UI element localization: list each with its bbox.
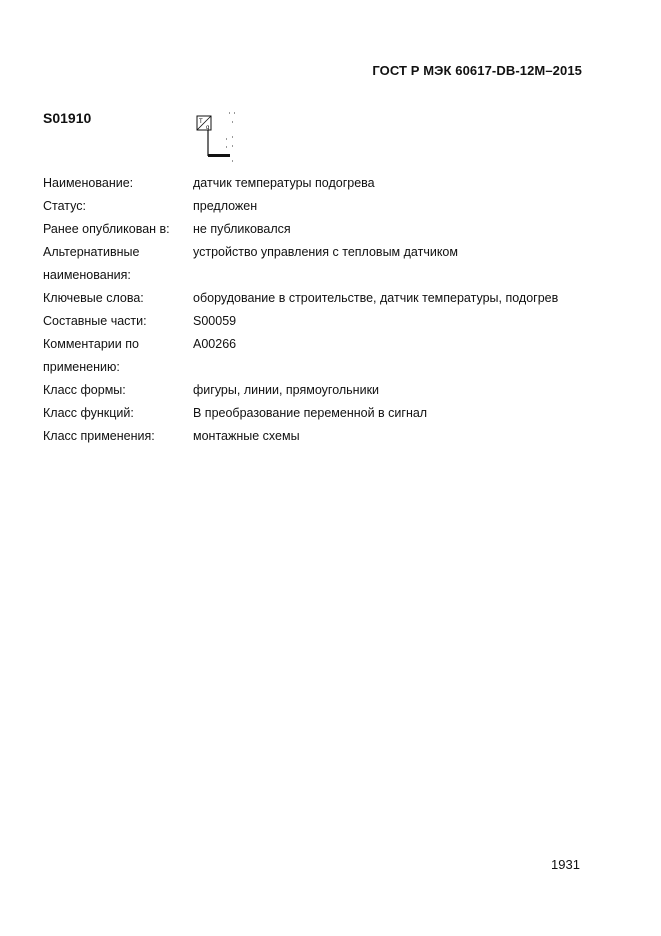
- property-row: [43, 241, 563, 287]
- property-label: Класс формы:: [43, 383, 126, 397]
- temperature-sensor-symbol-icon: [196, 110, 244, 164]
- property-row: [43, 425, 563, 448]
- properties-list: [43, 172, 563, 448]
- property-value: оборудование в строительстве, датчик температуры, подогрев: [193, 291, 559, 305]
- property-value: A00266: [193, 337, 237, 351]
- property-label: Ключевые слова:: [43, 291, 144, 305]
- symbol-code: S01910: [43, 110, 92, 126]
- property-label: Наименование:: [43, 176, 134, 190]
- property-label: Составные части:: [43, 314, 147, 328]
- property-value: устройство управления с тепловым датчиком: [193, 245, 458, 259]
- property-value: S00059: [193, 314, 237, 328]
- property-row: [43, 172, 563, 195]
- property-row: [43, 379, 563, 402]
- property-value: не публиковался: [193, 222, 291, 236]
- property-label: Ранее опубликован в:: [43, 222, 170, 236]
- property-value: датчик температуры подогрева: [193, 176, 375, 190]
- heater-bar: [208, 154, 230, 157]
- property-value: монтажные схемы: [193, 429, 300, 443]
- symbol-letter-top: T: [199, 119, 203, 125]
- property-label: Статус:: [43, 199, 86, 213]
- property-label: Класс функций:: [43, 406, 134, 420]
- symbol-letter-bottom: g: [206, 125, 210, 131]
- document-header: ГОСТ Р МЭК 60617-DB-12M–2015: [372, 63, 582, 78]
- property-row: [43, 218, 563, 241]
- property-value: предложен: [193, 199, 258, 213]
- property-row: [43, 333, 563, 379]
- property-label: Комментарии по применению:: [43, 337, 139, 374]
- page-number: 1931: [551, 857, 580, 872]
- property-row: [43, 195, 563, 218]
- property-value: B преобразование переменной в сигнал: [193, 406, 428, 420]
- property-value: фигуры, линии, прямоугольники: [193, 383, 380, 397]
- property-row: [43, 402, 563, 425]
- property-label: Класс применения:: [43, 429, 155, 443]
- property-label: Альтернативные наименования:: [43, 245, 140, 282]
- property-row: [43, 310, 563, 333]
- property-row: [43, 287, 563, 310]
